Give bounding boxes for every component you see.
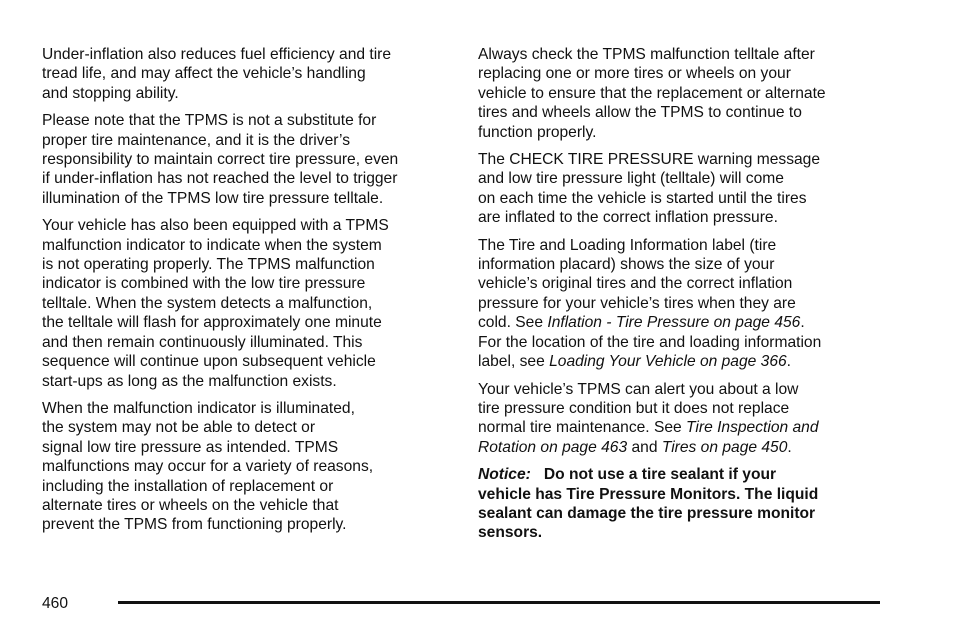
notice-text: Do not use a tire sealant if your vehicle has Tire Pressure Monitors. The liquid sealant can damage the tire pressure monitor sensors. xyxy=(478,466,819,542)
tpms-alert-text-3: . xyxy=(787,438,792,456)
link-tires[interactable]: Tires on page 450 xyxy=(661,438,788,456)
link-loading-your-vehicle[interactable]: Loading Your Vehicle on page 366 xyxy=(549,353,787,371)
loading-label-text-2: . For the location of the tire and loading information label, see xyxy=(478,314,822,371)
left-column xyxy=(42,45,452,543)
page-number: 460 xyxy=(42,595,69,612)
link-tire-inspection-rotation[interactable]: Tire Inspection and Rotation on page 463 xyxy=(478,419,819,456)
paragraph-underinflation: Under-inflation also reduces fuel efficiency and tire tread life, and may affect the vehicle’s handling and stopping ability. xyxy=(42,46,392,102)
paragraph-check-telltale: Always check the TPMS malfunction telltale after replacing one or more tires or wheels on your vehicle to ensure that the replacement or alternate tires and wheels allow the TPMS to continue to function properly. xyxy=(478,46,826,141)
footer-rule xyxy=(118,601,880,604)
paragraph-malfunction-illuminated: When the malfunction indicator is illuminated, the system may not be able to detect or signal low tire pressure as intended. TPMS malfunctions may occur for a variety of reasons, including the installation of replacement or alternate tires or wheels on the vehicle that prevent the TPMS from functioning properly. xyxy=(42,399,374,534)
loading-label-text-3: . xyxy=(786,353,792,371)
paragraph-tpms-not-substitute: Please note that the TPMS is not a substitute for proper tire maintenance, and it is the driver’s responsibility to maintain correct tire pressure, even if under-inflation has not reached the level to trigger illumination of the TPMS low tire pressure telltale. xyxy=(42,112,399,207)
link-inflation-tire-pressure[interactable]: Inflation - Tire Pressure on page 456 xyxy=(547,314,801,332)
notice-label: Notice: xyxy=(478,466,531,484)
loading-label-text-1: The Tire and Loading Information label (tire information placard) shows the size of your vehicle’s original tires and the correct inflation pressure for your vehicle’s tires when they are cold. See xyxy=(478,236,796,332)
tpms-alert-text-2: and xyxy=(627,438,662,456)
paragraph-check-tire-pressure: The CHECK TIRE PRESSURE warning message and low tire pressure light (telltale) will come on each time the vehicle is started until the tires are inflated to the correct inflation pressure. xyxy=(478,151,821,227)
notice-paragraph xyxy=(478,465,888,543)
paragraph-malfunction-indicator: Your vehicle has also been equipped with a TPMS malfunction indicator to indicate when the system is not operating properly. The TPMS malfunction indicator is combined with the low tire pressure telltale. When the system detects a malfunction, the telltale will flash for approximately one minute and then remain continuously illuminated. This sequence will continue upon subsequent vehicle start-ups as long as the malfunction exists. xyxy=(42,217,389,390)
right-column xyxy=(478,45,888,551)
paragraph-tpms-alert xyxy=(478,380,888,458)
paragraph-loading-label xyxy=(478,236,888,372)
tpms-alert-text-1: Your vehicle’s TPMS can alert you about a low tire pressure condition but it does not replace normal tire maintenance. See xyxy=(478,380,799,437)
